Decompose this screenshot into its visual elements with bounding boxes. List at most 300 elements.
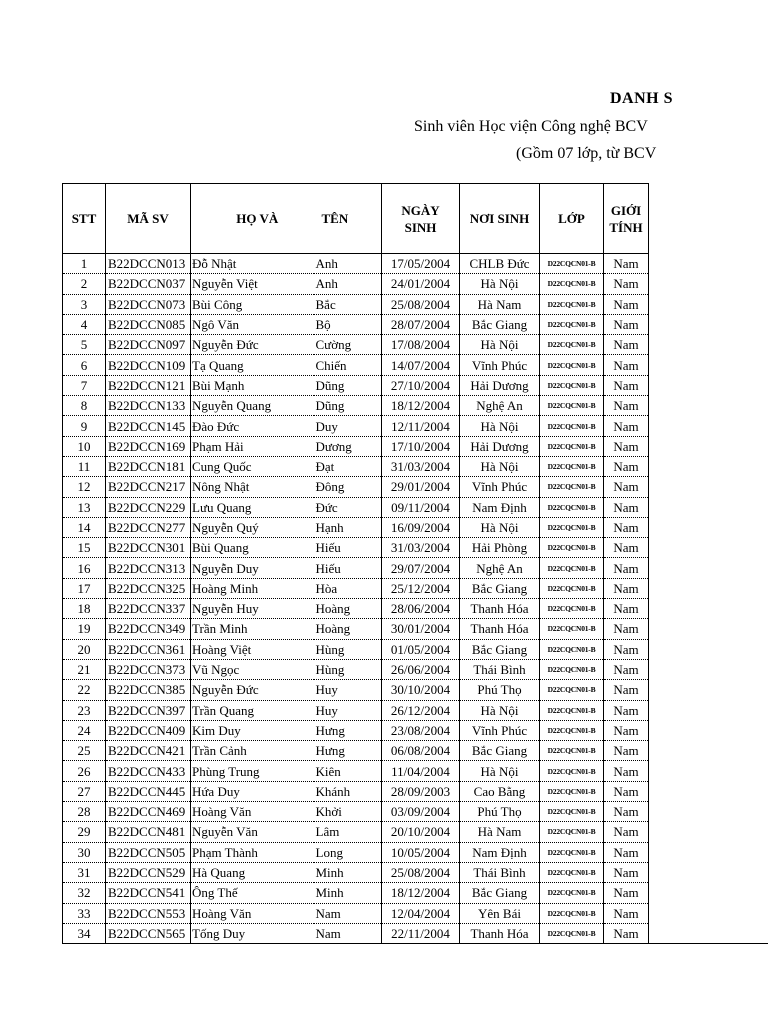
cell-ten: Chiến <box>314 355 382 375</box>
cell-stt: 11 <box>63 456 106 476</box>
table-row <box>63 781 768 801</box>
cell-stt: 14 <box>63 517 106 537</box>
cell-gioi-tinh: Nam <box>604 375 649 395</box>
cell-overflow <box>649 781 768 801</box>
cell-lop: D22CQCN01-B <box>540 659 604 679</box>
cell-lop: D22CQCN01-B <box>540 254 604 274</box>
cell-lop: D22CQCN01-B <box>540 741 604 761</box>
document-subtitle-note: (Gồm 07 lớp, từ BCV <box>516 145 657 162</box>
cell-ngay-sinh: 06/08/2004 <box>382 741 460 761</box>
cell-noi-sinh: Vĩnh Phúc <box>460 720 540 740</box>
cell-ho: Nguyễn Huy <box>191 599 314 619</box>
cell-overflow <box>649 436 768 456</box>
cell-ma-sv: B22DCCN409 <box>106 720 191 740</box>
cell-ngay-sinh: 27/10/2004 <box>382 375 460 395</box>
cell-stt: 21 <box>63 659 106 679</box>
cell-lop: D22CQCN01-B <box>540 436 604 456</box>
cell-lop: D22CQCN01-B <box>540 599 604 619</box>
cell-stt: 18 <box>63 599 106 619</box>
table-row <box>63 538 768 558</box>
cell-gioi-tinh: Nam <box>604 456 649 476</box>
cell-noi-sinh: Hà Nội <box>460 517 540 537</box>
table-row <box>63 842 768 862</box>
cell-gioi-tinh: Nam <box>604 314 649 334</box>
table-header-row <box>63 184 768 254</box>
cell-ho: Nguyễn Duy <box>191 558 314 578</box>
cell-stt: 10 <box>63 436 106 456</box>
cell-stt: 1 <box>63 254 106 274</box>
cell-lop: D22CQCN01-B <box>540 720 604 740</box>
cell-ngay-sinh: 10/05/2004 <box>382 842 460 862</box>
cell-overflow <box>649 294 768 314</box>
cell-ten: Hòa <box>314 578 382 598</box>
cell-lop: D22CQCN01-B <box>540 456 604 476</box>
cell-stt: 4 <box>63 314 106 334</box>
cell-overflow <box>649 639 768 659</box>
cell-ma-sv: B22DCCN385 <box>106 680 191 700</box>
cell-ten: Long <box>314 842 382 862</box>
cell-gioi-tinh: Nam <box>604 436 649 456</box>
cell-ho: Phạm Hải <box>191 436 314 456</box>
cell-stt: 2 <box>63 274 106 294</box>
document-title: DANH S <box>610 90 674 107</box>
header-gioi-tinh-text: GIỚI TÍNH <box>609 202 643 235</box>
cell-ten: Cường <box>314 335 382 355</box>
cell-ten: Huy <box>314 700 382 720</box>
cell-ten: Hưng <box>314 741 382 761</box>
cell-ngay-sinh: 12/04/2004 <box>382 903 460 923</box>
cell-noi-sinh: Bắc Giang <box>460 741 540 761</box>
cell-noi-sinh: Hà Nội <box>460 274 540 294</box>
cell-overflow <box>649 477 768 497</box>
cell-ngay-sinh: 11/04/2004 <box>382 761 460 781</box>
cell-noi-sinh: Cao Bằng <box>460 781 540 801</box>
cell-noi-sinh: Thanh Hóa <box>460 923 540 943</box>
cell-ma-sv: B22DCCN505 <box>106 842 191 862</box>
cell-ngay-sinh: 25/08/2004 <box>382 294 460 314</box>
cell-ngay-sinh: 14/07/2004 <box>382 355 460 375</box>
cell-ma-sv: B22DCCN085 <box>106 314 191 334</box>
cell-stt: 30 <box>63 842 106 862</box>
table-row <box>63 497 768 517</box>
cell-gioi-tinh: Nam <box>604 578 649 598</box>
table-row <box>63 680 768 700</box>
cell-overflow <box>649 558 768 578</box>
cell-ho: Nông Nhật <box>191 477 314 497</box>
cell-gioi-tinh: Nam <box>604 477 649 497</box>
cell-stt: 22 <box>63 680 106 700</box>
cell-ma-sv: B22DCCN361 <box>106 639 191 659</box>
cell-ma-sv: B22DCCN073 <box>106 294 191 314</box>
table-body <box>63 254 768 944</box>
cell-overflow <box>649 456 768 476</box>
cell-lop: D22CQCN01-B <box>540 883 604 903</box>
cell-ma-sv: B22DCCN445 <box>106 781 191 801</box>
cell-lop: D22CQCN01-B <box>540 761 604 781</box>
cell-overflow <box>649 741 768 761</box>
cell-gioi-tinh: Nam <box>604 274 649 294</box>
table-row <box>63 274 768 294</box>
table-row <box>63 456 768 476</box>
cell-overflow <box>649 720 768 740</box>
cell-overflow <box>649 883 768 903</box>
cell-ho: Vũ Ngọc <box>191 659 314 679</box>
student-table <box>62 183 768 944</box>
cell-ma-sv: B22DCCN037 <box>106 274 191 294</box>
header-stt: STT <box>63 184 106 254</box>
cell-ten: Kiên <box>314 761 382 781</box>
cell-ten: Huy <box>314 680 382 700</box>
header-ten: TÊN <box>314 184 382 254</box>
cell-overflow <box>649 335 768 355</box>
cell-lop: D22CQCN01-B <box>540 578 604 598</box>
cell-overflow <box>649 497 768 517</box>
cell-stt: 28 <box>63 802 106 822</box>
cell-ma-sv: B22DCCN169 <box>106 436 191 456</box>
cell-gioi-tinh: Nam <box>604 923 649 943</box>
cell-noi-sinh: Thanh Hóa <box>460 599 540 619</box>
cell-lop: D22CQCN01-B <box>540 314 604 334</box>
cell-overflow <box>649 254 768 274</box>
cell-ngay-sinh: 17/10/2004 <box>382 436 460 456</box>
table-row <box>63 254 768 274</box>
cell-ma-sv: B22DCCN301 <box>106 538 191 558</box>
cell-gioi-tinh: Nam <box>604 761 649 781</box>
cell-stt: 7 <box>63 375 106 395</box>
cell-noi-sinh: Bắc Giang <box>460 578 540 598</box>
header-lop: LỚP <box>540 184 604 254</box>
cell-ngay-sinh: 17/08/2004 <box>382 335 460 355</box>
cell-overflow <box>649 659 768 679</box>
table-row <box>63 883 768 903</box>
cell-overflow <box>649 761 768 781</box>
cell-ho: Hoàng Minh <box>191 578 314 598</box>
cell-gioi-tinh: Nam <box>604 355 649 375</box>
cell-ho: Hà Quang <box>191 862 314 882</box>
cell-stt: 6 <box>63 355 106 375</box>
cell-stt: 5 <box>63 335 106 355</box>
header-ma-sv: MÃ SV <box>106 184 191 254</box>
table-row <box>63 375 768 395</box>
cell-gioi-tinh: Nam <box>604 294 649 314</box>
cell-ho: Trần Minh <box>191 619 314 639</box>
cell-ma-sv: B22DCCN133 <box>106 396 191 416</box>
cell-ten: Hiếu <box>314 558 382 578</box>
cell-overflow <box>649 599 768 619</box>
cell-ngay-sinh: 25/12/2004 <box>382 578 460 598</box>
cell-ma-sv: B22DCCN109 <box>106 355 191 375</box>
cell-gioi-tinh: Nam <box>604 700 649 720</box>
cell-ho: Bùi Mạnh <box>191 375 314 395</box>
cell-ngay-sinh: 18/12/2004 <box>382 396 460 416</box>
cell-overflow <box>649 355 768 375</box>
cell-lop: D22CQCN01-B <box>540 680 604 700</box>
cell-ho: Hứa Duy <box>191 781 314 801</box>
cell-lop: D22CQCN01-B <box>540 497 604 517</box>
cell-noi-sinh: Phú Thọ <box>460 680 540 700</box>
cell-stt: 13 <box>63 497 106 517</box>
cell-ma-sv: B22DCCN373 <box>106 659 191 679</box>
table-row <box>63 903 768 923</box>
cell-overflow <box>649 700 768 720</box>
cell-ngay-sinh: 28/09/2003 <box>382 781 460 801</box>
table-row <box>63 335 768 355</box>
cell-stt: 25 <box>63 741 106 761</box>
cell-noi-sinh: Vĩnh Phúc <box>460 355 540 375</box>
cell-noi-sinh: Hải Dương <box>460 375 540 395</box>
header-overflow <box>649 184 768 254</box>
cell-noi-sinh: CHLB Đức <box>460 254 540 274</box>
table-row <box>63 294 768 314</box>
cell-overflow <box>649 538 768 558</box>
cell-ho: Trần Cảnh <box>191 741 314 761</box>
cell-stt: 34 <box>63 923 106 943</box>
table-row <box>63 923 768 943</box>
cell-lop: D22CQCN01-B <box>540 294 604 314</box>
cell-ten: Dũng <box>314 396 382 416</box>
cell-ma-sv: B22DCCN349 <box>106 619 191 639</box>
table-row <box>63 659 768 679</box>
cell-ho: Phạm Thành <box>191 842 314 862</box>
cell-ngay-sinh: 26/12/2004 <box>382 700 460 720</box>
cell-gioi-tinh: Nam <box>604 659 649 679</box>
cell-stt: 17 <box>63 578 106 598</box>
cell-ten: Minh <box>314 862 382 882</box>
cell-ten: Hoàng <box>314 599 382 619</box>
cell-overflow <box>649 842 768 862</box>
cell-lop: D22CQCN01-B <box>540 416 604 436</box>
cell-ten: Dũng <box>314 375 382 395</box>
cell-ten: Duy <box>314 416 382 436</box>
cell-stt: 8 <box>63 396 106 416</box>
cell-lop: D22CQCN01-B <box>540 355 604 375</box>
cell-overflow <box>649 578 768 598</box>
cell-ho: Tống Duy <box>191 923 314 943</box>
cell-overflow <box>649 274 768 294</box>
cell-overflow <box>649 314 768 334</box>
cell-ho: Cung Quốc <box>191 456 314 476</box>
cell-stt: 29 <box>63 822 106 842</box>
cell-ngay-sinh: 26/06/2004 <box>382 659 460 679</box>
cell-overflow <box>649 396 768 416</box>
cell-stt: 12 <box>63 477 106 497</box>
cell-ho: Ngô Văn <box>191 314 314 334</box>
cell-ten: Hiếu <box>314 538 382 558</box>
cell-ma-sv: B22DCCN325 <box>106 578 191 598</box>
cell-noi-sinh: Hà Nội <box>460 456 540 476</box>
cell-ngay-sinh: 28/06/2004 <box>382 599 460 619</box>
cell-overflow <box>649 517 768 537</box>
cell-ngay-sinh: 22/11/2004 <box>382 923 460 943</box>
cell-stt: 23 <box>63 700 106 720</box>
cell-stt: 15 <box>63 538 106 558</box>
header-ngay-sinh-text: NGÀY SINH <box>401 202 440 235</box>
cell-noi-sinh: Thái Bình <box>460 659 540 679</box>
cell-gioi-tinh: Nam <box>604 416 649 436</box>
cell-ten: Đạt <box>314 456 382 476</box>
cell-ngay-sinh: 23/08/2004 <box>382 720 460 740</box>
cell-ma-sv: B22DCCN553 <box>106 903 191 923</box>
cell-overflow <box>649 822 768 842</box>
cell-noi-sinh: Bắc Giang <box>460 883 540 903</box>
cell-ho: Phùng Trung <box>191 761 314 781</box>
cell-ten: Hùng <box>314 639 382 659</box>
cell-stt: 27 <box>63 781 106 801</box>
cell-ma-sv: B22DCCN421 <box>106 741 191 761</box>
cell-ho: Nguyễn Quang <box>191 396 314 416</box>
cell-ngay-sinh: 09/11/2004 <box>382 497 460 517</box>
cell-gioi-tinh: Nam <box>604 802 649 822</box>
cell-noi-sinh: Hà Nội <box>460 700 540 720</box>
table-row <box>63 720 768 740</box>
cell-ngay-sinh: 29/01/2004 <box>382 477 460 497</box>
cell-noi-sinh: Hải Dương <box>460 436 540 456</box>
cell-ten: Hạnh <box>314 517 382 537</box>
cell-noi-sinh: Thanh Hóa <box>460 619 540 639</box>
cell-gioi-tinh: Nam <box>604 497 649 517</box>
cell-gioi-tinh: Nam <box>604 599 649 619</box>
cell-lop: D22CQCN01-B <box>540 396 604 416</box>
cell-noi-sinh: Nam Định <box>460 842 540 862</box>
cell-ho: Đỗ Nhật <box>191 254 314 274</box>
cell-gioi-tinh: Nam <box>604 639 649 659</box>
cell-ten: Hưng <box>314 720 382 740</box>
cell-noi-sinh: Nam Định <box>460 497 540 517</box>
cell-ho: Ông Thế <box>191 883 314 903</box>
cell-ngay-sinh: 30/10/2004 <box>382 680 460 700</box>
table-row <box>63 517 768 537</box>
cell-gioi-tinh: Nam <box>604 903 649 923</box>
cell-lop: D22CQCN01-B <box>540 781 604 801</box>
cell-ma-sv: B22DCCN217 <box>106 477 191 497</box>
cell-ten: Anh <box>314 274 382 294</box>
cell-ngay-sinh: 20/10/2004 <box>382 822 460 842</box>
cell-lop: D22CQCN01-B <box>540 862 604 882</box>
cell-stt: 3 <box>63 294 106 314</box>
cell-ngay-sinh: 17/05/2004 <box>382 254 460 274</box>
cell-gioi-tinh: Nam <box>604 862 649 882</box>
cell-ma-sv: B22DCCN541 <box>106 883 191 903</box>
cell-noi-sinh: Hà Nội <box>460 416 540 436</box>
cell-noi-sinh: Hà Nam <box>460 294 540 314</box>
cell-ho: Hoàng Việt <box>191 639 314 659</box>
cell-ten: Nam <box>314 923 382 943</box>
cell-ngay-sinh: 16/09/2004 <box>382 517 460 537</box>
cell-lop: D22CQCN01-B <box>540 558 604 578</box>
table-row <box>63 599 768 619</box>
cell-noi-sinh: Bắc Giang <box>460 639 540 659</box>
cell-ma-sv: B22DCCN181 <box>106 456 191 476</box>
cell-ten: Hùng <box>314 659 382 679</box>
cell-ma-sv: B22DCCN097 <box>106 335 191 355</box>
table-row <box>63 416 768 436</box>
cell-ma-sv: B22DCCN277 <box>106 517 191 537</box>
cell-lop: D22CQCN01-B <box>540 923 604 943</box>
table-row <box>63 862 768 882</box>
cell-noi-sinh: Yên Bái <box>460 903 540 923</box>
cell-lop: D22CQCN01-B <box>540 517 604 537</box>
cell-ten: Nam <box>314 903 382 923</box>
table-row <box>63 355 768 375</box>
cell-overflow <box>649 862 768 882</box>
cell-gioi-tinh: Nam <box>604 396 649 416</box>
cell-ten: Hoàng <box>314 619 382 639</box>
cell-lop: D22CQCN01-B <box>540 639 604 659</box>
cell-overflow <box>649 903 768 923</box>
cell-ten: Bộ <box>314 314 382 334</box>
cell-lop: D22CQCN01-B <box>540 619 604 639</box>
cell-stt: 32 <box>63 883 106 903</box>
cell-stt: 16 <box>63 558 106 578</box>
cell-ten: Bắc <box>314 294 382 314</box>
cell-ngay-sinh: 03/09/2004 <box>382 802 460 822</box>
cell-noi-sinh: Hải Phòng <box>460 538 540 558</box>
cell-ho: Kim Duy <box>191 720 314 740</box>
cell-noi-sinh: Nghệ An <box>460 396 540 416</box>
cell-overflow <box>649 680 768 700</box>
cell-gioi-tinh: Nam <box>604 558 649 578</box>
cell-ten: Dương <box>314 436 382 456</box>
cell-gioi-tinh: Nam <box>604 781 649 801</box>
cell-lop: D22CQCN01-B <box>540 538 604 558</box>
cell-gioi-tinh: Nam <box>604 517 649 537</box>
cell-ma-sv: B22DCCN469 <box>106 802 191 822</box>
table-row <box>63 558 768 578</box>
cell-overflow <box>649 619 768 639</box>
cell-stt: 31 <box>63 862 106 882</box>
cell-ho: Hoàng Văn <box>191 903 314 923</box>
cell-ma-sv: B22DCCN337 <box>106 599 191 619</box>
cell-ho: Bùi Công <box>191 294 314 314</box>
cell-noi-sinh: Hà Nội <box>460 335 540 355</box>
header-ho: HỌ VÀ <box>191 184 314 254</box>
table-row <box>63 578 768 598</box>
cell-ho: Nguyễn Việt <box>191 274 314 294</box>
cell-gioi-tinh: Nam <box>604 254 649 274</box>
cell-ma-sv: B22DCCN481 <box>106 822 191 842</box>
cell-ho: Bùi Quang <box>191 538 314 558</box>
cell-ngay-sinh: 18/12/2004 <box>382 883 460 903</box>
table-row <box>63 396 768 416</box>
header-ngay-sinh <box>382 184 460 254</box>
cell-gioi-tinh: Nam <box>604 538 649 558</box>
table-row <box>63 802 768 822</box>
cell-noi-sinh: Hà Nội <box>460 761 540 781</box>
cell-stt: 33 <box>63 903 106 923</box>
cell-ma-sv: B22DCCN229 <box>106 497 191 517</box>
cell-ngay-sinh: 30/01/2004 <box>382 619 460 639</box>
header-noi-sinh: NƠI SINH <box>460 184 540 254</box>
cell-gioi-tinh: Nam <box>604 822 649 842</box>
cell-ho: Nguyễn Quý <box>191 517 314 537</box>
cell-ngay-sinh: 01/05/2004 <box>382 639 460 659</box>
header-gioi-tinh <box>604 184 649 254</box>
cell-ma-sv: B22DCCN121 <box>106 375 191 395</box>
table-row <box>63 314 768 334</box>
cell-overflow <box>649 416 768 436</box>
table-row <box>63 761 768 781</box>
cell-ma-sv: B22DCCN529 <box>106 862 191 882</box>
cell-ho: Tạ Quang <box>191 355 314 375</box>
cell-noi-sinh: Hà Nam <box>460 822 540 842</box>
cell-noi-sinh: Vĩnh Phúc <box>460 477 540 497</box>
cell-stt: 19 <box>63 619 106 639</box>
cell-gioi-tinh: Nam <box>604 680 649 700</box>
cell-lop: D22CQCN01-B <box>540 822 604 842</box>
cell-ngay-sinh: 24/01/2004 <box>382 274 460 294</box>
cell-ngay-sinh: 29/07/2004 <box>382 558 460 578</box>
cell-ma-sv: B22DCCN397 <box>106 700 191 720</box>
